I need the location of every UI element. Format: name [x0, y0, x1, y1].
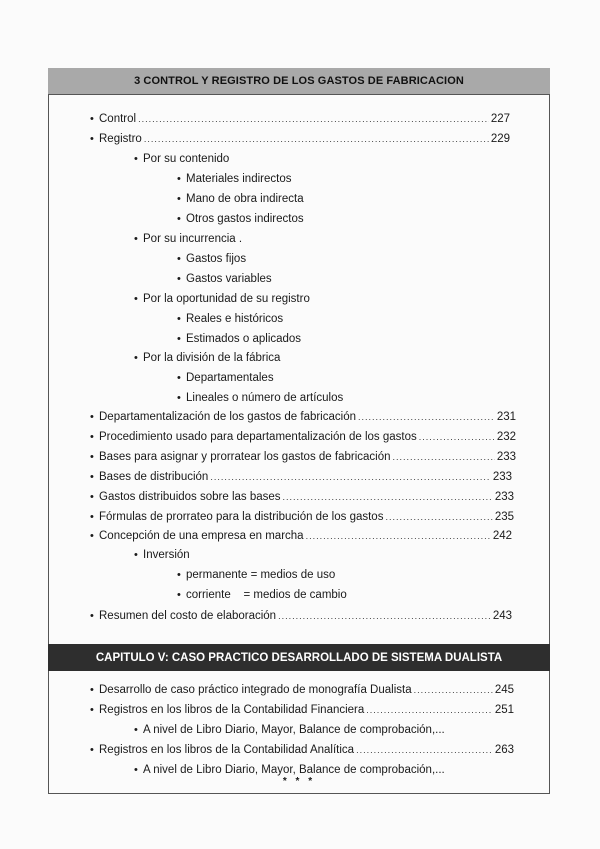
toc-subentry: [177, 190, 304, 208]
bullet-icon: •: [177, 273, 181, 285]
toc-entry-page: 245: [494, 684, 514, 696]
toc-entry-text: Por la oportunidad de su registro: [143, 293, 310, 305]
toc-entry-text: Por su incurrencia .: [143, 233, 243, 245]
toc-entry-text: Control: [99, 113, 137, 125]
bullet-icon: •: [134, 293, 138, 305]
toc-entry-text: Mano de obra indirecta: [186, 193, 304, 205]
bullet-icon: •: [90, 684, 94, 696]
bullet-icon: •: [90, 451, 94, 463]
toc-entry[interactable]: [90, 428, 516, 446]
bullet-icon: •: [90, 133, 94, 145]
toc-subentry: [177, 270, 272, 288]
toc-entry-text: Registro: [99, 133, 142, 145]
toc-entry[interactable]: [90, 607, 512, 625]
end-mark: * * *: [282, 776, 316, 787]
toc-entry-page: 263: [494, 744, 514, 756]
toc-entry[interactable]: [90, 741, 514, 759]
toc-subentry: [177, 566, 335, 584]
toc-entry-page: 243: [492, 610, 512, 622]
toc-subentry: [177, 586, 347, 604]
bullet-icon: •: [90, 113, 94, 125]
toc-entry-text: Registros en los libros de la Contabilidad Financiera: [99, 704, 365, 716]
bullet-icon: •: [177, 589, 181, 601]
dot-leader: [356, 741, 493, 759]
bullet-icon: •: [177, 173, 181, 185]
toc-entry-text: Por la división de la fábrica: [143, 352, 281, 364]
bullet-icon: •: [177, 253, 181, 265]
toc-entry[interactable]: [90, 448, 516, 466]
toc-subentry: [177, 369, 274, 387]
bullet-icon: •: [90, 411, 94, 423]
toc-entry-text: Resumen del costo de elaboración: [99, 610, 277, 622]
bullet-icon: •: [177, 333, 181, 345]
toc-entry-text: A nivel de Libro Diario, Mayor, Balance de comprobación,...: [143, 764, 445, 776]
toc-entry-text: Por su contenido: [143, 153, 230, 165]
toc-entry-text: corriente = medios de cambio: [186, 589, 347, 601]
dot-leader: [358, 408, 495, 426]
toc-entry-text: A nivel de Libro Diario, Mayor, Balance de comprobación,...: [143, 724, 445, 736]
dot-leader: [393, 448, 495, 466]
chapter-header: CAPITULO V: CASO PRACTICO DESARROLLADO DE SISTEMA DUALISTA: [48, 644, 550, 671]
toc-subentry: [134, 290, 310, 308]
toc-subentry: [134, 721, 445, 739]
bullet-icon: •: [90, 744, 94, 756]
toc-entry-text: Materiales indirectos: [186, 173, 292, 185]
toc-subentry: [177, 389, 343, 407]
bullet-icon: •: [90, 471, 94, 483]
toc-entry-text: Gastos distribuidos sobre las bases: [99, 491, 281, 503]
bullet-icon: •: [177, 313, 181, 325]
dot-leader: [414, 681, 493, 699]
dot-leader: [278, 607, 491, 625]
toc-entry-text: Estimados o aplicados: [186, 333, 302, 345]
toc-entry-page: 233: [496, 451, 516, 463]
toc-entry-text: Gastos variables: [186, 273, 272, 285]
toc-subentry: [177, 330, 301, 348]
toc-entry-page: 235: [494, 511, 514, 523]
bullet-icon: •: [90, 530, 94, 542]
bullet-icon: •: [90, 431, 94, 443]
toc-entry-text: permanente = medios de uso: [186, 569, 336, 581]
toc-entry-text: Departamentales: [186, 372, 274, 384]
toc-entry-page: 229: [490, 133, 510, 145]
toc-subentry: [134, 349, 280, 367]
dot-leader: [210, 468, 491, 486]
bullet-icon: •: [177, 372, 181, 384]
toc-entry-page: 251: [494, 704, 514, 716]
bullet-icon: •: [177, 569, 181, 581]
bullet-icon: •: [90, 511, 94, 523]
toc-entry-text: Reales e históricos: [186, 313, 284, 325]
toc-entry[interactable]: [90, 468, 512, 486]
bullet-icon: •: [177, 193, 181, 205]
toc-entry[interactable]: [90, 527, 512, 545]
toc-entry[interactable]: [90, 110, 510, 128]
toc-entry-page: 227: [490, 113, 510, 125]
toc-entry-page: 233: [494, 491, 514, 503]
toc-entry-text: Desarrollo de caso práctico integrado de monografía Dualista: [99, 684, 412, 696]
toc-entry-text: Bases para asignar y prorratear los gastos de fabricación: [99, 451, 391, 463]
bullet-icon: •: [177, 213, 181, 225]
toc-entry[interactable]: [90, 701, 514, 719]
toc-entry-text: Fórmulas de prorrateo para la distribución de los gastos: [99, 511, 384, 523]
bullet-icon: •: [90, 704, 94, 716]
section-header: 3 CONTROL Y REGISTRO DE LOS GASTOS DE FABRICACION: [48, 68, 550, 95]
toc-entry-page: 242: [492, 530, 512, 542]
bullet-icon: •: [134, 352, 138, 364]
dot-leader: [138, 110, 489, 128]
toc-entry[interactable]: [90, 508, 514, 526]
toc-entry-page: 232: [496, 431, 516, 443]
toc-entry[interactable]: [90, 130, 510, 148]
toc-entry-text: Otros gastos indirectos: [186, 213, 304, 225]
bullet-icon: •: [177, 392, 181, 404]
toc-subentry: [134, 150, 229, 168]
toc-subentry: [177, 210, 304, 228]
bullet-icon: •: [134, 764, 138, 776]
toc-entry-text: Departamentalización de los gastos de fabricación: [99, 411, 356, 423]
bullet-icon: •: [134, 549, 138, 561]
toc-entry-page: 233: [492, 471, 512, 483]
toc-entry-text: Registros en los libros de la Contabilidad Analítica: [99, 744, 355, 756]
dot-leader: [283, 488, 493, 506]
toc-subentry: [177, 310, 283, 328]
toc-entry-page: 231: [496, 411, 516, 423]
toc-entry[interactable]: [90, 681, 514, 699]
bullet-icon: •: [134, 153, 138, 165]
dot-leader: [366, 701, 493, 719]
bullet-icon: •: [134, 233, 138, 245]
toc-entry-text: Gastos fijos: [186, 253, 247, 265]
bullet-icon: •: [134, 724, 138, 736]
dot-leader: [144, 130, 489, 148]
toc-subentry: [134, 230, 242, 248]
toc-entry-text: Inversión: [143, 549, 190, 561]
toc-subentry: [134, 546, 190, 564]
dot-leader: [419, 428, 495, 446]
toc-entry-text: Procedimiento usado para departamentalización de los gastos: [99, 431, 417, 443]
dot-leader: [306, 527, 491, 545]
toc-entry[interactable]: [90, 488, 514, 506]
toc-entry-text: Concepción de una empresa en marcha: [99, 530, 304, 542]
toc-subentry: [177, 250, 246, 268]
bullet-icon: •: [90, 610, 94, 622]
toc-entry[interactable]: [90, 408, 516, 426]
bullet-icon: •: [90, 491, 94, 503]
toc-subentry: [177, 170, 291, 188]
toc-entry-text: Lineales o número de artículos: [186, 392, 344, 404]
toc-entry-text: Bases de distribución: [99, 471, 209, 483]
dot-leader: [385, 508, 492, 526]
